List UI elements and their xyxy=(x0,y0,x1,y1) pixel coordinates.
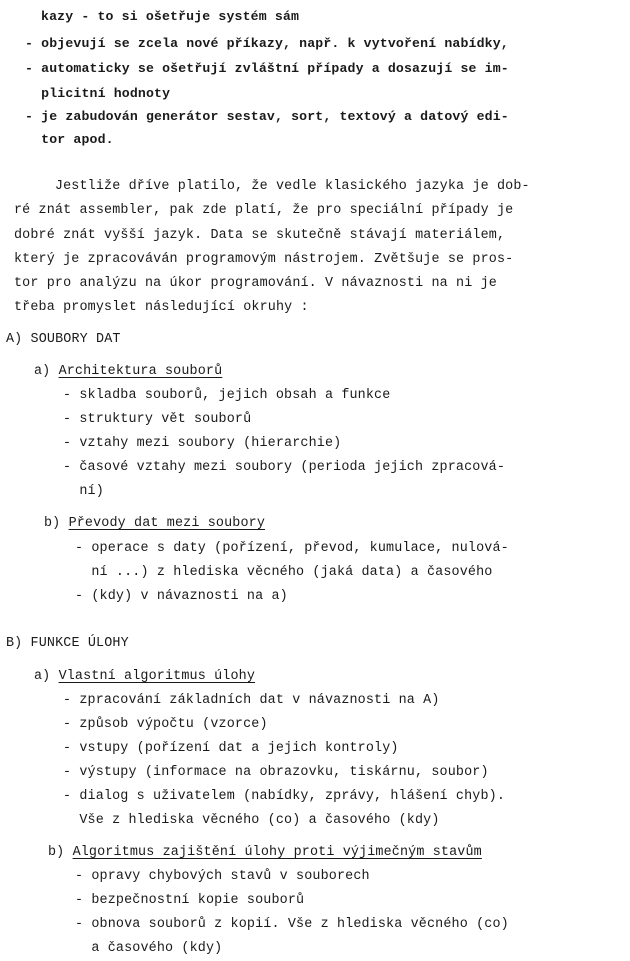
list-item: a časového (kdy) xyxy=(75,941,223,956)
list-item: - struktury vět souborů xyxy=(63,412,252,427)
intro-line: - automaticky se ošetřují zvláštní případy a dosazují se im- xyxy=(25,61,509,76)
subsection-heading xyxy=(34,669,255,685)
list-item: ní ...) z hlediska věcného (jaká data) a časového xyxy=(75,565,493,580)
subsection-marker: a) xyxy=(34,669,59,684)
list-item: - způsob výpočtu (vzorce) xyxy=(63,717,268,732)
list-item: - zpracování základních dat v návaznosti na A) xyxy=(63,693,440,708)
section-heading: A) SOUBORY DAT xyxy=(6,332,121,347)
subsection-heading xyxy=(44,516,265,532)
section-heading: B) FUNKCE ÚLOHY xyxy=(6,636,129,651)
paragraph-line: dobré znát vyšší jazyk. Data se skutečně stávají materiálem, xyxy=(14,228,506,243)
list-item: - opravy chybových stavů v souborech xyxy=(75,869,370,884)
paragraph-line: Jestliže dříve platilo, že vedle klasického jazyka je dob- xyxy=(14,179,530,194)
list-item: Vše z hlediska věcného (co) a časového (kdy) xyxy=(63,813,440,828)
list-item: - výstupy (informace na obrazovku, tiskárnu, soubor) xyxy=(63,765,489,780)
subsection-title: Architektura souborů xyxy=(58,364,223,379)
list-item: - bezpečnostní kopie souborů xyxy=(75,893,305,908)
list-item: - operace s daty (pořízení, převod, kumulace, nulová- xyxy=(75,541,509,556)
intro-line: - objevují se zcela nové příkazy, např. k vytvoření nabídky, xyxy=(25,36,509,51)
list-item: - časové vztahy mezi soubory (perioda jejich zpracová- xyxy=(63,460,506,475)
subsection-heading xyxy=(34,364,222,380)
list-item: - skladba souborů, jejich obsah a funkce xyxy=(63,388,391,403)
intro-line: plicitní hodnoty xyxy=(25,86,171,101)
paragraph-line: který je zpracováván programovým nástrojem. Zvětšuje se pros- xyxy=(14,252,514,267)
subsection-title: Převody dat mezi soubory xyxy=(68,516,266,531)
list-item: - (kdy) v návaznosti na a) xyxy=(75,589,288,604)
subsection-title: Vlastní algoritmus úlohy xyxy=(58,669,256,684)
subsection-title: Algoritmus zajištění úlohy proti výjimečným stavům xyxy=(72,845,482,860)
subsection-marker: a) xyxy=(34,364,59,379)
paragraph-line: tor pro analýzu na úkor programování. V návaznosti na ni je xyxy=(14,276,497,291)
subsection-marker: b) xyxy=(48,845,73,860)
paragraph-line: ré znát assembler, pak zde platí, že pro speciální případy je xyxy=(14,203,514,218)
subsection-heading xyxy=(48,845,482,861)
list-item: ní) xyxy=(63,484,104,499)
paragraph-line: třeba promyslet následující okruhy : xyxy=(14,300,309,315)
intro-line: kazy - to si ošetřuje systém sám xyxy=(41,9,300,24)
intro-line: - je zabudován generátor sestav, sort, textový a datový edi- xyxy=(25,109,509,124)
intro-line: tor apod. xyxy=(25,132,114,147)
list-item: - vstupy (pořízení dat a jejich kontroly) xyxy=(63,741,399,756)
list-item: - vztahy mezi soubory (hierarchie) xyxy=(63,436,342,451)
list-item: - obnova souborů z kopií. Vše z hlediska věcného (co) xyxy=(75,917,509,932)
subsection-marker: b) xyxy=(44,516,69,531)
list-item: - dialog s uživatelem (nabídky, zprávy, hlášení chyb). xyxy=(63,789,506,804)
